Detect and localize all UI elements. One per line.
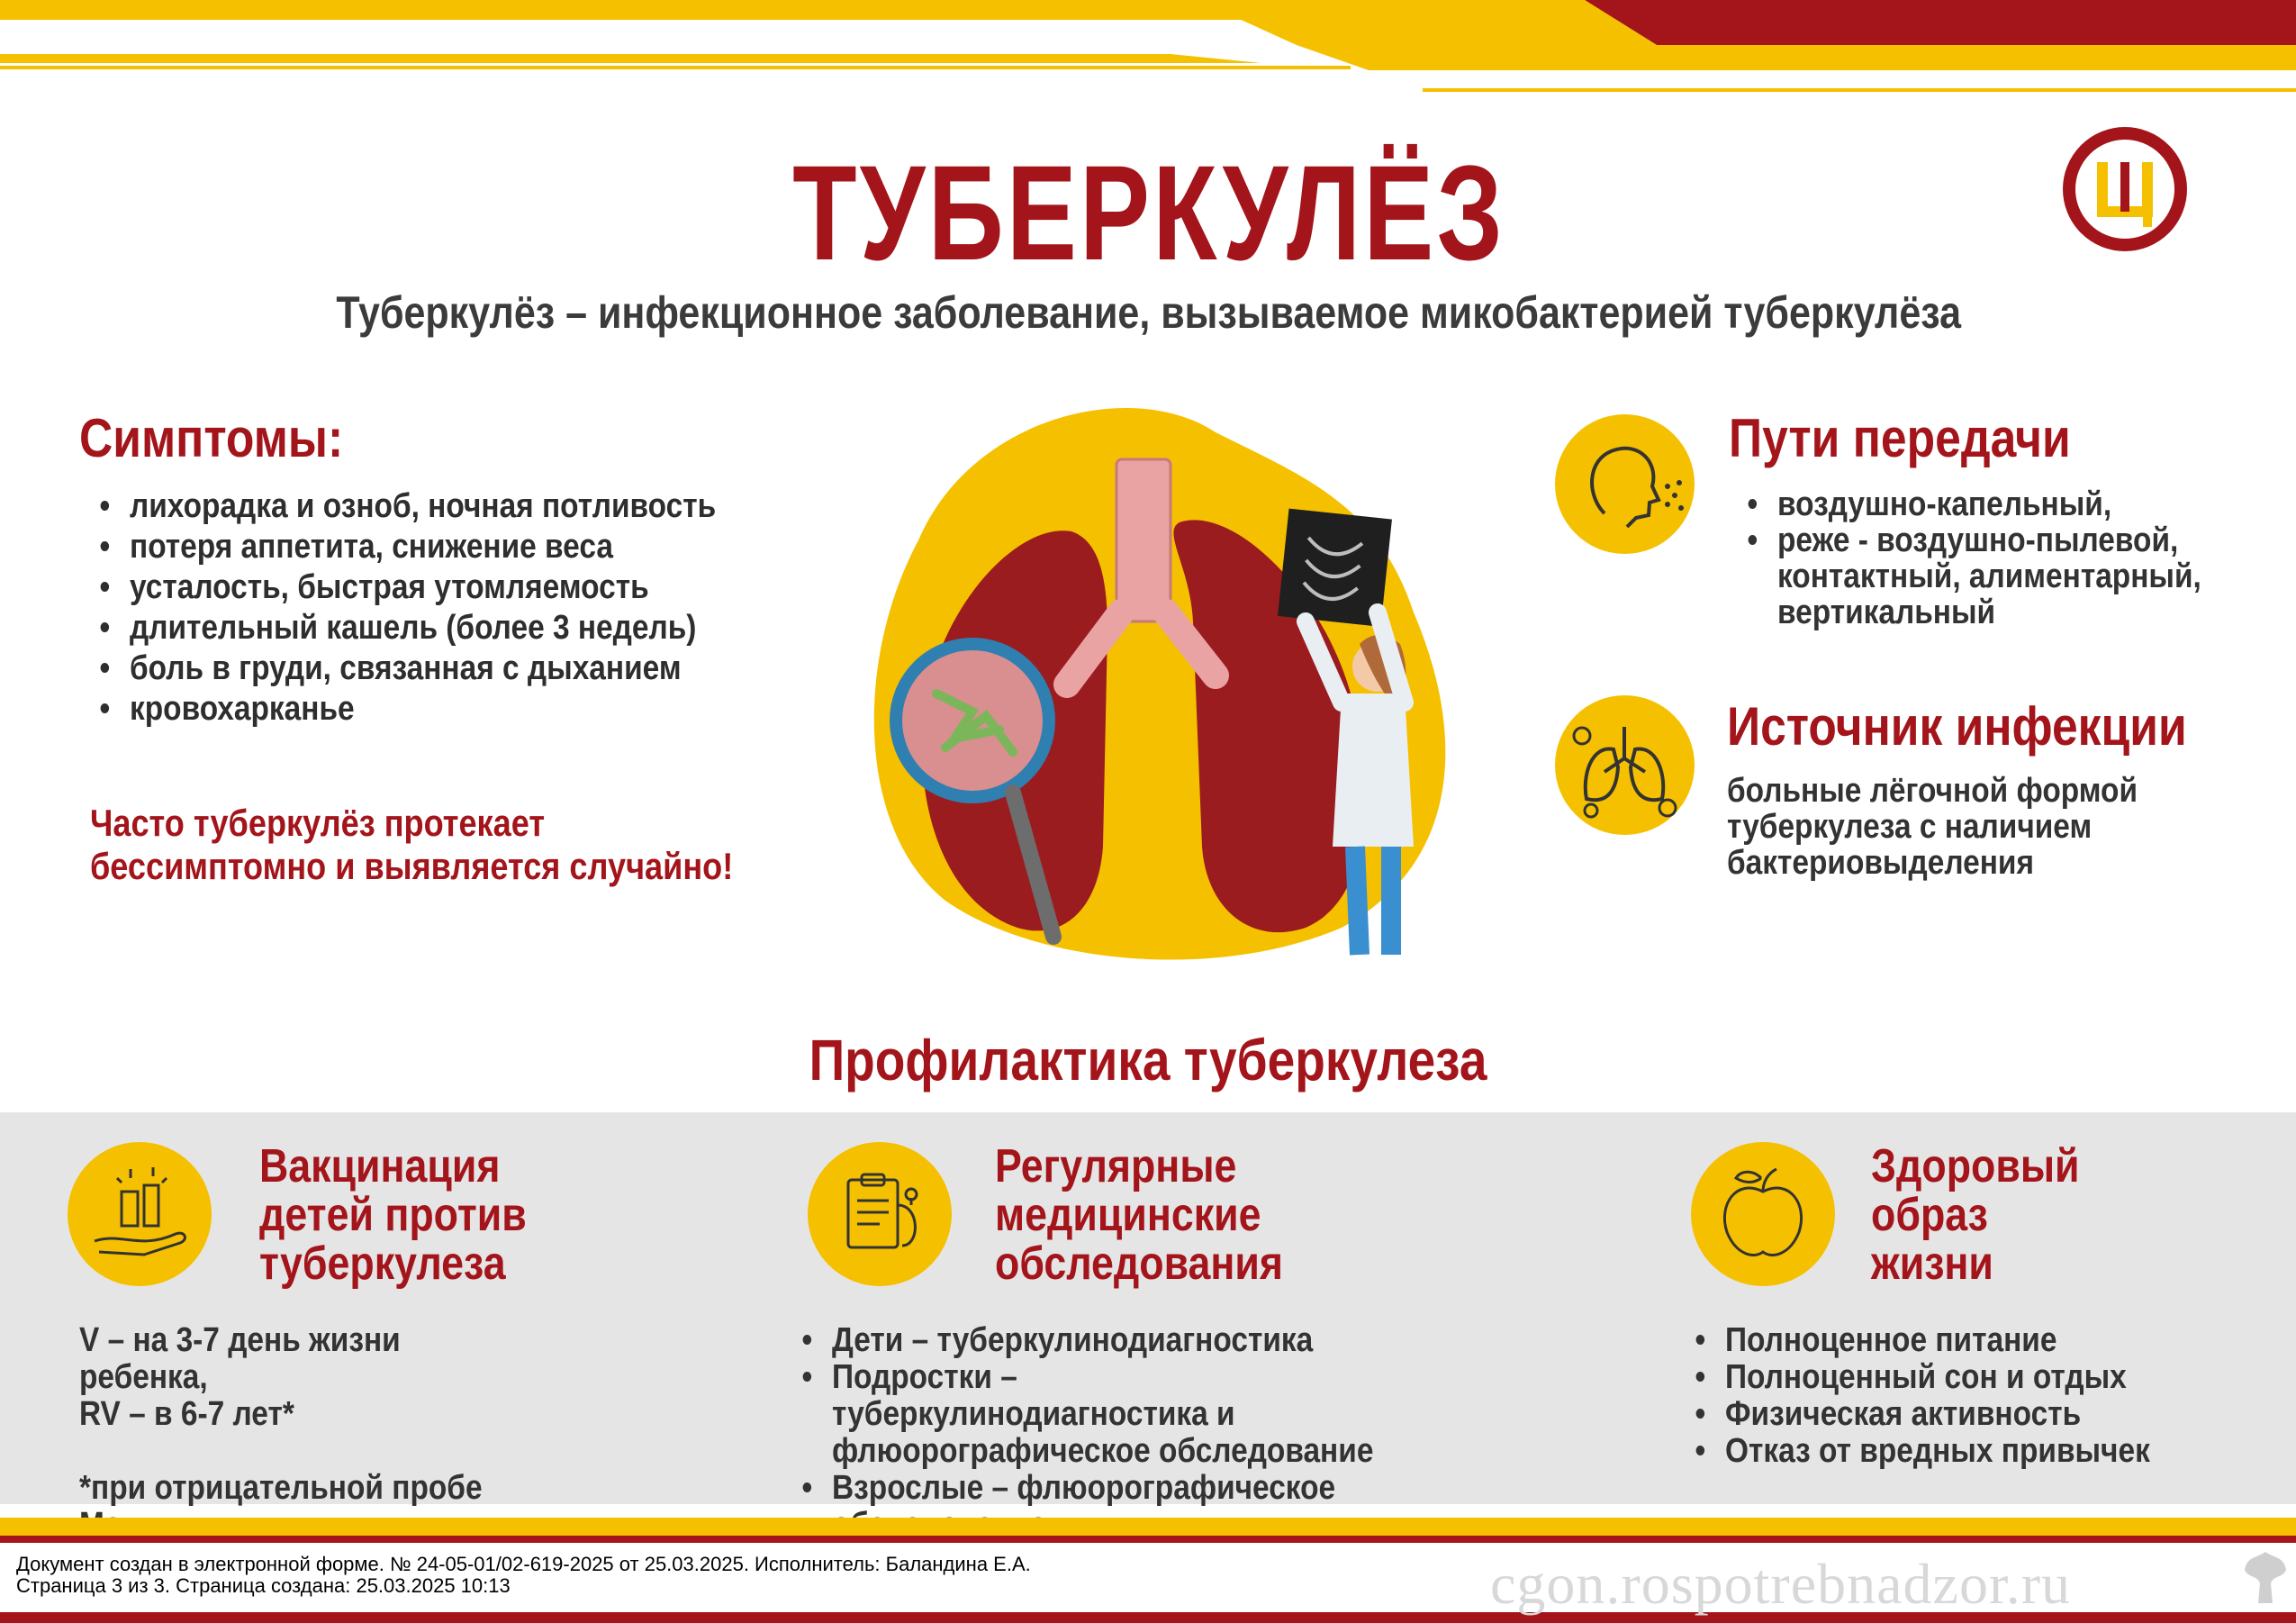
meta-line: Страница 3 из 3. Страница создана: 25.03.2025 10:13: [16, 1574, 511, 1597]
card-lifestyle-list: [1686, 1322, 2177, 1470]
symptoms-heading: Симптомы:: [79, 408, 344, 468]
card-lifestyle-title: [1871, 1142, 2080, 1288]
list-item: • Подростки – туберкулинодиагностика и флюорографическое обследование: [792, 1359, 1379, 1470]
card-title-line: Здоровый: [1871, 1140, 2080, 1192]
prevention-heading: Профилактика туберкулеза: [809, 1028, 1487, 1093]
emblem-icon: [2240, 1547, 2291, 1610]
note-line: бессимптомно и выявляется случайно!: [90, 845, 734, 887]
card-checkup-title: [995, 1142, 1283, 1288]
list-item: • реже - воздушно-пылевой, контактный, алиментарный, вертикальный: [1738, 522, 2213, 630]
card-title-line: Регулярные: [995, 1140, 1237, 1192]
clipboard-stethoscope-icon: [808, 1142, 952, 1286]
list-item: • Физическая активность: [1686, 1396, 2177, 1433]
card-title-line: детей против: [259, 1189, 527, 1241]
card-title-line: Вакцинация: [259, 1140, 501, 1192]
list-item: • боль в груди, связанная с дыханием: [90, 648, 716, 689]
page-title: ТУБЕРКУЛЁЗ: [792, 137, 1506, 288]
text-line: V – на 3-7 день жизни ребенка,: [79, 1321, 401, 1396]
document-meta: [16, 1554, 1031, 1597]
lungs-illustration: [837, 396, 1486, 982]
list-item: • воздушно-капельный,: [1738, 486, 2213, 522]
text-line: RV – в 6-7 лет*: [79, 1395, 294, 1433]
card-title-line: жизни: [1871, 1238, 1993, 1290]
lungs-bacteria-icon: [1555, 695, 1695, 835]
card-checkup-list: [792, 1322, 1426, 1544]
source-text: больные лёгочной формой туберкулеза с наличием бактериовыделения: [1727, 772, 2138, 882]
card-title-line: туберкулеза: [259, 1238, 506, 1290]
source-heading: Источник инфекции: [1727, 696, 2187, 757]
page-subtitle: Туберкулёз – инфекционное заболевание, вызываемое микобактерией туберкулёза: [336, 287, 1962, 338]
list-item: • длительный кашель (более 3 недель): [90, 608, 716, 648]
vaccine-hand-icon: [68, 1142, 212, 1286]
footnote: *при отрицательной пробе: [79, 1469, 483, 1507]
apple-icon: [1691, 1142, 1835, 1286]
transmission-list: [1738, 486, 2213, 630]
list-item: • лихорадка и озноб, ночная потливость: [90, 486, 716, 527]
meta-line: Документ создан в электронной форме. № 24-05-01/02-619-2025 от 25.03.2025. Исполнитель: Баландина Е.А.: [16, 1553, 1031, 1575]
symptoms-list: [90, 486, 716, 730]
site-watermark: cgon.rospotrebnadzor.ru: [1490, 1552, 2072, 1616]
list-item: • Дети – туберкулинодиагностика: [792, 1322, 1426, 1359]
person-cough-icon: [1555, 414, 1695, 554]
card-vaccination-title: [259, 1142, 527, 1288]
card-title-line: обследования: [995, 1238, 1283, 1290]
logo: [2062, 126, 2188, 252]
list-item: • кровохарканье: [90, 689, 716, 730]
list-item: • усталость, быстрая утомляемость: [90, 567, 716, 608]
list-item: • Взрослые – флюорографическое: [792, 1470, 1426, 1544]
card-vaccination-text: [79, 1322, 523, 1544]
symptoms-note: [90, 802, 733, 888]
list-item: • Отказ от вредных привычек: [1686, 1433, 2177, 1470]
card-title-line: образ: [1871, 1189, 1988, 1241]
card-title-line: медицинские: [995, 1189, 1261, 1241]
top-stripes: [0, 0, 2296, 108]
list-item: • Полноценное питание: [1686, 1322, 2177, 1359]
transmission-heading: Пути передачи: [1729, 408, 2071, 468]
note-line: Часто туберкулёз протекает: [90, 802, 546, 844]
list-item: • потеря аппетита, снижение веса: [90, 527, 716, 567]
list-item: • Полноценный сон и отдых: [1686, 1359, 2177, 1396]
